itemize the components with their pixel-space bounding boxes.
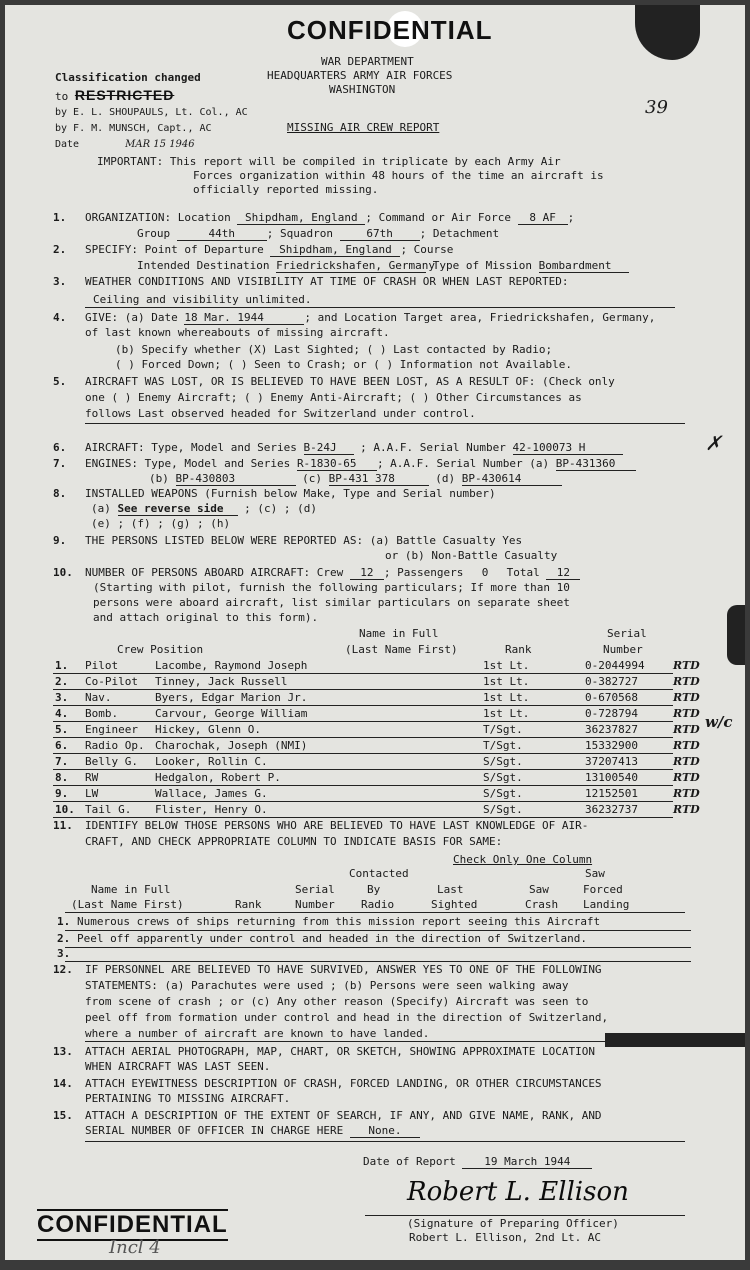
- s15-rule: [85, 1141, 685, 1142]
- crew-position: Pilot: [85, 659, 119, 672]
- crew-name: Lacombe, Raymond Joseph: [155, 659, 308, 672]
- page-number: 39: [645, 97, 668, 118]
- s5-num: 5.: [53, 375, 67, 388]
- s2-line1: [85, 243, 453, 257]
- report-title: MISSING AIR CREW REPORT: [287, 121, 440, 134]
- s9-line1-text: THE PERSONS LISTED BELOW WERE REPORTED AS: (a) Battle Casualty: [85, 534, 496, 547]
- s4-loc-label: ; and Location: [304, 311, 398, 324]
- crew-status-mark: RTD: [673, 659, 700, 672]
- important-block: [97, 155, 561, 168]
- crew-header-position: Crew Position: [117, 643, 204, 656]
- s11-row3-rule: [65, 961, 691, 962]
- s12-line5: where a number of aircraft are known to have landed.: [85, 1027, 430, 1040]
- s10-total-label: Total: [506, 566, 540, 579]
- s9-yes: Yes: [502, 534, 523, 547]
- crew-name: Byers, Edgar Marion Jr.: [155, 691, 308, 704]
- s6-serial: 42-100073 H: [513, 441, 623, 455]
- crew-serial: 15332900: [585, 739, 638, 752]
- s10-passengers-label: ; Passengers: [383, 566, 464, 579]
- crew-header-name-bottom: (Last Name First): [345, 643, 458, 656]
- crew-status-mark: RTD: [673, 787, 700, 800]
- s10-line2: (Starting with pilot, furnish the following particulars; If more than 10: [93, 581, 570, 594]
- s11-col-sighted-bottom: Sighted: [431, 898, 478, 911]
- incl-note: Incl 4: [109, 1237, 161, 1258]
- s7-line2: [149, 472, 562, 486]
- s11-n2: 2.: [57, 932, 71, 945]
- crew-rank: 1st Lt.: [483, 707, 530, 720]
- crew-serial: 0-728794: [585, 707, 638, 720]
- crew-row-rule: [53, 673, 673, 674]
- crew-row-rule: [53, 753, 673, 754]
- s15-line2-text: SERIAL NUMBER OF OFFICER IN CHARGE HERE: [85, 1124, 344, 1137]
- s9-line2: or (b) Non-Battle Casualty: [385, 549, 558, 562]
- crew-row-number: 4.: [55, 707, 69, 720]
- crew-row-number: 9.: [55, 787, 69, 800]
- crew-serial: 0-2044994: [585, 659, 645, 672]
- s12-line1: IF PERSONNEL ARE BELIEVED TO HAVE SURVIVED, ANSWER YES TO ONE OF THE FOLLOWING: [85, 963, 602, 976]
- s15-num: 15.: [53, 1109, 73, 1122]
- crew-position: Belly G.: [85, 755, 138, 768]
- s2-label: SPECIFY: Point of Departure: [85, 243, 264, 256]
- crew-position: Engineer: [85, 723, 138, 736]
- crew-status-mark: RTD: [673, 723, 700, 736]
- s11-col-forced-mid: Forced: [583, 883, 623, 896]
- s1-line1: ORGANIZATION: Location Shipdham, England ; Command or Air Force 8 AF ;: [85, 211, 575, 224]
- s8-num: 8.: [53, 487, 67, 500]
- s13-num: 13.: [53, 1045, 73, 1058]
- crew-name: Carvour, George William: [155, 707, 308, 720]
- s8-label: INSTALLED WEAPONS (Furnish below Make, Type and Serial number): [85, 487, 496, 500]
- s12-line4: peel off from formation under control and head in the direction of Switzerland,: [85, 1011, 609, 1024]
- s6-label: AIRCRAFT: Type, Model and Series: [85, 441, 297, 454]
- s11-col-sighted-top: Last: [437, 883, 464, 896]
- classification-line1: Classification changed: [55, 71, 201, 84]
- s11-num: 11.: [53, 819, 73, 832]
- crew-header-serial-bottom: Number: [603, 643, 643, 656]
- s4-date: 18 Mar. 1944: [184, 311, 304, 325]
- s1-org-label: ORGANIZATION: Location: [85, 211, 231, 224]
- crew-row-rule: [53, 785, 673, 786]
- s2-line2: [137, 259, 629, 273]
- s7-engine-d: BP-430614: [462, 472, 562, 486]
- crew-serial: 36237827: [585, 723, 638, 736]
- crew-serial: 36232737: [585, 803, 638, 816]
- s11-check-only: Check Only One Column: [453, 853, 593, 866]
- crew-name: Flister, Henry O.: [155, 803, 268, 816]
- s11-col-name-bottom: (Last Name First): [71, 898, 184, 911]
- s11-line1: IDENTIFY BELOW THOSE PERSONS WHO ARE BELIEVED TO HAVE LAST KNOWLEDGE OF AIR-: [85, 819, 589, 832]
- classification-line2: [55, 87, 174, 103]
- crew-row-number: 3.: [55, 691, 69, 704]
- s8-a-value: See reverse side: [118, 502, 238, 516]
- crew-row: [5, 787, 745, 802]
- s8-a-label: (a): [91, 502, 111, 515]
- ink-strip: [605, 1033, 745, 1047]
- s14-line2: PERTAINING TO MISSING AIRCRAFT.: [85, 1092, 291, 1105]
- s2-mission-label: Type of Mission: [432, 259, 533, 272]
- crew-row-number: 6.: [55, 739, 69, 752]
- s7-b-label: (b): [149, 472, 169, 485]
- s6-num: 6.: [53, 441, 67, 454]
- s12-line2: STATEMENTS: (a) Parachutes were used ; (b) Persons were seen walking away: [85, 979, 569, 992]
- s7-label: ENGINES: Type, Model and Series: [85, 457, 291, 470]
- s10-num: 10.: [53, 566, 73, 579]
- crew-position: LW: [85, 787, 99, 800]
- s13-line1: ATTACH AERIAL PHOTOGRAPH, MAP, CHART, OR SKETCH, SHOWING APPROXIMATE LOCATION: [85, 1045, 595, 1058]
- s7-line1: [85, 457, 636, 471]
- s11-col-contacted-top: Contacted: [349, 867, 409, 880]
- crew-name: Charochak, Joseph (NMI): [155, 739, 308, 752]
- crew-row-rule: [53, 737, 673, 738]
- s4-line1: [85, 311, 655, 325]
- s15-value: None.: [350, 1124, 420, 1138]
- s7-engine-b: BP-430803: [176, 472, 296, 486]
- s9-line1: [85, 534, 522, 547]
- s2-mission: Bombardment: [539, 259, 629, 273]
- s10-passengers: 0: [481, 566, 489, 579]
- crew-header-rank: Rank: [505, 643, 532, 656]
- crew-row-rule: [53, 817, 673, 818]
- important-line1: This report will be compiled in triplicate by each Army Air: [169, 155, 561, 168]
- crew-rank: S/Sgt.: [483, 803, 523, 816]
- important-line2: Forces organization within 48 hours of the time an aircraft is: [193, 169, 604, 182]
- s7-serial-label: ; A.A.F. Serial Number (a): [376, 457, 550, 470]
- crew-row-rule: [53, 769, 673, 770]
- s3-label: WEATHER CONDITIONS AND VISIBILITY AT TIME OF CRASH OR WHEN LAST REPORTED:: [85, 275, 569, 288]
- s10-crew-label: NUMBER OF PERSONS ABOARD AIRCRAFT: Crew: [85, 566, 344, 579]
- crew-status-mark: RTD: [673, 803, 700, 816]
- crew-row: [5, 691, 745, 706]
- s14-num: 14.: [53, 1077, 73, 1090]
- s12-line3-value: Aircraft was seen to: [455, 995, 589, 1008]
- crew-name: Hedgalon, Robert P.: [155, 771, 281, 784]
- crew-row-number: 5.: [55, 723, 69, 736]
- s1-num: 1.: [53, 211, 67, 224]
- s11-row1: Numerous crews of ships returning from this mission report seeing this Aircraft: [77, 915, 601, 928]
- crew-rank: 1st Lt.: [483, 659, 530, 672]
- s7-num: 7.: [53, 457, 67, 470]
- s7-engine-a: BP-431360: [556, 457, 636, 471]
- crew-row: [5, 723, 745, 738]
- s1-command: 8 AF: [518, 211, 568, 225]
- crew-rank: T/Sgt.: [483, 739, 523, 752]
- crew-row-rule: [53, 705, 673, 706]
- crew-serial: 12152501: [585, 787, 638, 800]
- crew-rank: S/Sgt.: [483, 755, 523, 768]
- crew-name: Wallace, James G.: [155, 787, 268, 800]
- restricted-stamp: RESTRICTED: [74, 87, 175, 103]
- crew-row-rule: [53, 721, 673, 722]
- crew-row-number: 2.: [55, 675, 69, 688]
- crew-row: [5, 803, 745, 818]
- crew-position: Tail G.: [85, 803, 132, 816]
- s5-line1: AIRCRAFT WAS LOST, OR IS BELIEVED TO HAVE BEEN LOST, AS A RESULT OF: (Check only: [85, 375, 615, 388]
- s1-detachment-label: ; Detachment: [419, 227, 500, 240]
- s4-line2: of last known whereabouts of missing aircraft.: [85, 326, 390, 339]
- crew-row: [5, 739, 745, 754]
- s10-total: 12: [546, 566, 580, 580]
- report-date: [363, 1155, 592, 1169]
- s11-col-rank: Rank: [235, 898, 262, 911]
- s2-destination: Friedrickshafen, Germany: [276, 259, 436, 272]
- s11-col-contacted-mid: By: [367, 883, 381, 896]
- s2-departure: Shipdham, England: [270, 243, 400, 257]
- s8-row1-rest: ; (c) ; (d): [244, 502, 317, 515]
- s4-num: 4.: [53, 311, 67, 324]
- s11-col-forced-bottom: Landing: [583, 898, 630, 911]
- s15-line1: ATTACH A DESCRIPTION OF THE EXTENT OF SEARCH, IF ANY, AND GIVE NAME, RANK, AND: [85, 1109, 602, 1122]
- crew-status-mark: RTD: [673, 675, 700, 688]
- crew-position: Co-Pilot: [85, 675, 138, 688]
- crew-row-number: 7.: [55, 755, 69, 768]
- crew-row-rule: [53, 801, 673, 802]
- s8-row2: (e) ; (f) ; (g) ; (h): [91, 517, 231, 530]
- s12-rule: [85, 1041, 685, 1042]
- crew-status-mark: RTD: [673, 739, 700, 752]
- s10-line4: and attach original to this form).: [93, 611, 319, 624]
- classification-line4: by F. M. MUNSCH, Capt., AC: [55, 123, 212, 134]
- s6-type: B-24J: [304, 441, 354, 455]
- signature: Robert L. Ellison: [407, 1177, 629, 1207]
- edge-tear: [727, 605, 745, 665]
- s11-header-rule: [65, 912, 685, 913]
- classification-date-label: Date: [55, 139, 80, 150]
- s2-num: 2.: [53, 243, 67, 256]
- confidential-stamp-top: CONFIDENTIAL: [287, 15, 493, 45]
- crew-row: [5, 771, 745, 786]
- s1-squadron-label: ; Squadron: [266, 227, 333, 240]
- s1-line2: [137, 227, 499, 241]
- crew-header-serial-top: Serial: [607, 627, 647, 640]
- classification-line3: by E. L. SHOUPAULS, Lt. Col., AC: [55, 107, 248, 118]
- document-page: [5, 5, 745, 1260]
- crew-rank: 1st Lt.: [483, 675, 530, 688]
- crew-row: [5, 755, 745, 770]
- s2-course-label: ; Course: [400, 243, 454, 256]
- s11-row2-rule: [65, 947, 691, 948]
- important-label: IMPORTANT:: [97, 155, 164, 168]
- crew-row: [5, 659, 745, 674]
- s11-col-serial-bottom: Number: [295, 898, 335, 911]
- margin-note: w/c: [705, 713, 733, 731]
- x-mark: ✗: [705, 431, 722, 455]
- s1-command-label: ; Command or Air Force: [365, 211, 512, 224]
- s3-rule: [85, 307, 675, 308]
- s1-squadron: 67th: [340, 227, 420, 241]
- s5-rule: [85, 423, 685, 424]
- s7-type: R-1830-65: [297, 457, 377, 471]
- s6-serial-label: ; A.A.F. Serial Number: [360, 441, 506, 454]
- crew-status-mark: RTD: [673, 755, 700, 768]
- s13-line2: WHEN AIRCRAFT WAS LAST SEEN.: [85, 1060, 271, 1073]
- crew-header-name-top: Name in Full: [359, 627, 439, 640]
- s3-num: 3.: [53, 275, 67, 288]
- s1-location: Shipdham, England: [237, 211, 365, 225]
- classification-to: to: [55, 90, 69, 103]
- crew-rank: S/Sgt.: [483, 787, 523, 800]
- s4-location: Target area, Friedrickshafen, Germany,: [403, 311, 656, 324]
- department-heading: WAR DEPARTMENT: [321, 55, 414, 68]
- s11-row1-rule: [65, 930, 691, 931]
- crew-rank: T/Sgt.: [483, 723, 523, 736]
- report-date-label: Date of Report: [363, 1155, 456, 1168]
- confidential-stamp-bottom: CONFIDENTIAL: [37, 1209, 228, 1241]
- s5-line3: [85, 407, 476, 420]
- s11-col-forced-top: Saw: [585, 867, 605, 880]
- s11-col-crash-bottom: Crash: [525, 898, 559, 911]
- crew-row: [5, 675, 745, 690]
- crew-status-mark: RTD: [673, 707, 700, 720]
- s9-num: 9.: [53, 534, 67, 547]
- s4-give-label: GIVE: (a) Date: [85, 311, 178, 324]
- s12-num: 12.: [53, 963, 73, 976]
- s2-dest-label: Intended Destination: [137, 259, 270, 272]
- crew-serial: 0-382727: [585, 675, 638, 688]
- s6-line: [85, 441, 623, 455]
- s7-engine-c: BP-431 378: [329, 472, 429, 486]
- s11-col-name-top: Name in Full: [91, 883, 171, 896]
- crew-serial: 37207413: [585, 755, 638, 768]
- hq-heading: HEADQUARTERS ARMY AIR FORCES: [267, 69, 453, 82]
- crew-serial: 0-670568: [585, 691, 638, 704]
- s11-col-contacted-bottom: Radio: [361, 898, 395, 911]
- s1-group-label: Group: [137, 227, 171, 240]
- classification-line5: [55, 139, 195, 150]
- crew-row-number: 1.: [55, 659, 69, 672]
- s11-col-crash-top: Saw: [529, 883, 549, 896]
- s10-line3: persons were aboard aircraft, list similar particulars on separate sheet: [93, 596, 570, 609]
- s10-crew: 12: [350, 566, 384, 580]
- s14-line1: ATTACH EYEWITNESS DESCRIPTION OF CRASH, FORCED LANDING, OR OTHER CIRCUMSTANCES: [85, 1077, 602, 1090]
- crew-row-number: 10.: [55, 803, 75, 816]
- crew-row: [5, 707, 745, 722]
- s1-group: 44th: [177, 227, 267, 241]
- crew-serial: 13100540: [585, 771, 638, 784]
- classification-date: MAR 15 1946: [125, 139, 195, 150]
- s11-col-serial-top: Serial: [295, 883, 335, 896]
- city-heading: WASHINGTON: [329, 83, 396, 96]
- s8-row1: [91, 502, 317, 516]
- s5-follows-label: follows: [85, 407, 132, 420]
- crew-name: Tinney, Jack Russell: [155, 675, 288, 688]
- crew-position: RW: [85, 771, 99, 784]
- signature-name: Robert L. Ellison, 2nd Lt. AC: [409, 1231, 602, 1244]
- crew-status-mark: RTD: [673, 771, 700, 784]
- crew-position: Radio Op.: [85, 739, 145, 752]
- s4-line4: ( ) Forced Down; ( ) Seen to Crash; or ( ) Information not Available.: [115, 358, 572, 371]
- signature-rule: [365, 1215, 685, 1216]
- s10-line1: [85, 566, 580, 580]
- s5-value: Last observed headed for Switzerland under control.: [137, 407, 476, 420]
- crew-status-mark: RTD: [673, 691, 700, 704]
- s7-d-label: (d): [435, 472, 456, 485]
- ink-blot: [635, 5, 700, 60]
- crew-position: Nav.: [85, 691, 112, 704]
- s11-row2: Peel off apparently under control and headed in the direction of Switzerland.: [77, 932, 587, 945]
- crew-rank: S/Sgt.: [483, 771, 523, 784]
- s12-line3-text: from scene of crash ; or (c) Any other reason (Specify): [85, 995, 450, 1008]
- s4-line3: (b) Specify whether (X) Last Sighted; ( ) Last contacted by Radio;: [115, 343, 553, 356]
- report-date-value: 19 March 1944: [462, 1155, 592, 1169]
- crew-position: Bomb.: [85, 707, 119, 720]
- crew-name: Looker, Rollin C.: [155, 755, 268, 768]
- signature-label: (Signature of Preparing Officer): [407, 1217, 619, 1230]
- important-line3: officially reported missing.: [193, 183, 379, 196]
- crew-name: Hickey, Glenn O.: [155, 723, 261, 736]
- s12-line3: [85, 995, 588, 1008]
- crew-row-rule: [53, 689, 673, 690]
- s15-line2: [85, 1124, 420, 1138]
- crew-row-number: 8.: [55, 771, 69, 784]
- s11-line2: CRAFT, AND CHECK APPROPRIATE COLUMN TO INDICATE BASIS FOR SAME:: [85, 835, 503, 848]
- s3-value: Ceiling and visibility unlimited.: [93, 293, 312, 306]
- s5-line2: one ( ) Enemy Aircraft; ( ) Enemy Anti-Aircraft; ( ) Other Circumstances as: [85, 391, 582, 404]
- s11-n1: 1.: [57, 915, 71, 928]
- crew-rank: 1st Lt.: [483, 691, 530, 704]
- s11-n3: 3.: [57, 947, 71, 960]
- s7-c-label: (c): [302, 472, 322, 485]
